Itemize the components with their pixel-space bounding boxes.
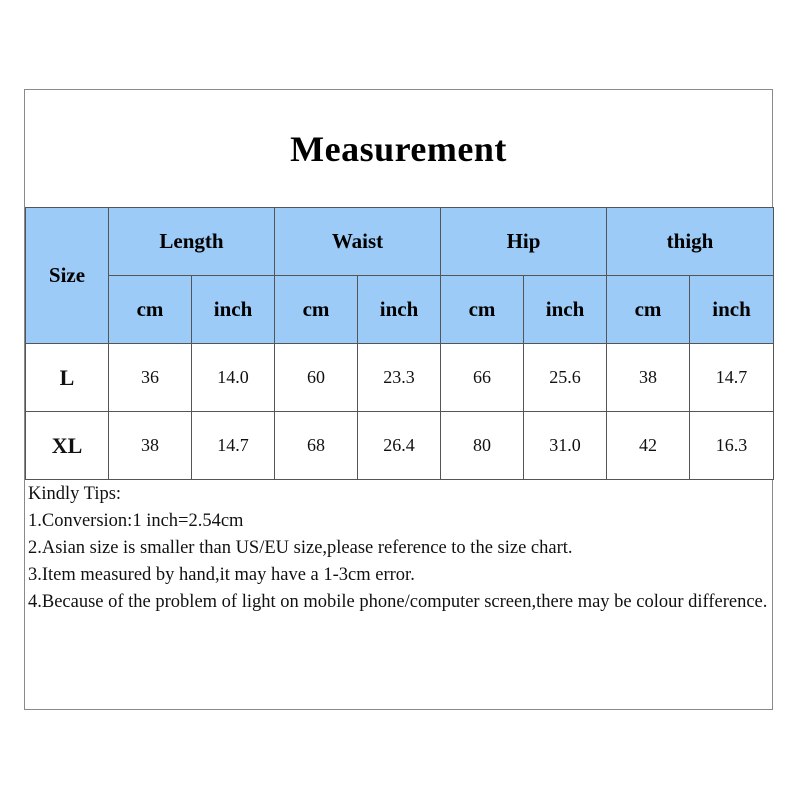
group-header-hip: Hip (441, 208, 607, 276)
value-cell: 80 (441, 412, 524, 480)
value-cell: 23.3 (358, 344, 441, 412)
group-header-length: Length (109, 208, 275, 276)
value-cell: 26.4 (358, 412, 441, 480)
unit-header: inch (358, 276, 441, 344)
value-cell: 31.0 (524, 412, 607, 480)
tip-line: 2.Asian size is smaller than US/EU size,please reference to the size chart. (28, 538, 573, 558)
unit-header: cm (441, 276, 524, 344)
unit-header: inch (690, 276, 774, 344)
value-cell: 14.0 (192, 344, 275, 412)
unit-header: inch (192, 276, 275, 344)
group-header-waist: Waist (275, 208, 441, 276)
size-cell: L (26, 344, 109, 412)
group-header-row (26, 208, 774, 276)
unit-header: cm (607, 276, 690, 344)
value-cell: 66 (441, 344, 524, 412)
value-cell: 38 (607, 344, 690, 412)
unit-header: cm (109, 276, 192, 344)
size-table (25, 207, 774, 480)
value-cell: 25.6 (524, 344, 607, 412)
title-box (25, 90, 772, 208)
tip-line: 1.Conversion:1 inch=2.54cm (28, 511, 244, 531)
size-header: Size (26, 208, 109, 344)
value-cell: 16.3 (690, 412, 774, 480)
tip-line: 4.Because of the problem of light on mobile phone/computer screen,there may be colour difference. (28, 592, 768, 612)
value-cell: 14.7 (192, 412, 275, 480)
tips-heading: Kindly Tips: (28, 484, 122, 504)
unit-header-row (26, 276, 774, 344)
unit-header: cm (275, 276, 358, 344)
tips-block (28, 481, 773, 616)
group-header-thigh: thigh (607, 208, 774, 276)
value-cell: 38 (109, 412, 192, 480)
value-cell: 60 (275, 344, 358, 412)
value-cell: 14.7 (690, 344, 774, 412)
size-chart-sheet (24, 89, 773, 710)
value-cell: 68 (275, 412, 358, 480)
table-row (26, 412, 774, 480)
tip-line: 3.Item measured by hand,it may have a 1-3cm error. (28, 565, 415, 585)
unit-header: inch (524, 276, 607, 344)
size-cell: XL (26, 412, 109, 480)
value-cell: 36 (109, 344, 192, 412)
value-cell: 42 (607, 412, 690, 480)
table-row (26, 344, 774, 412)
page-title: Measurement (290, 128, 507, 169)
